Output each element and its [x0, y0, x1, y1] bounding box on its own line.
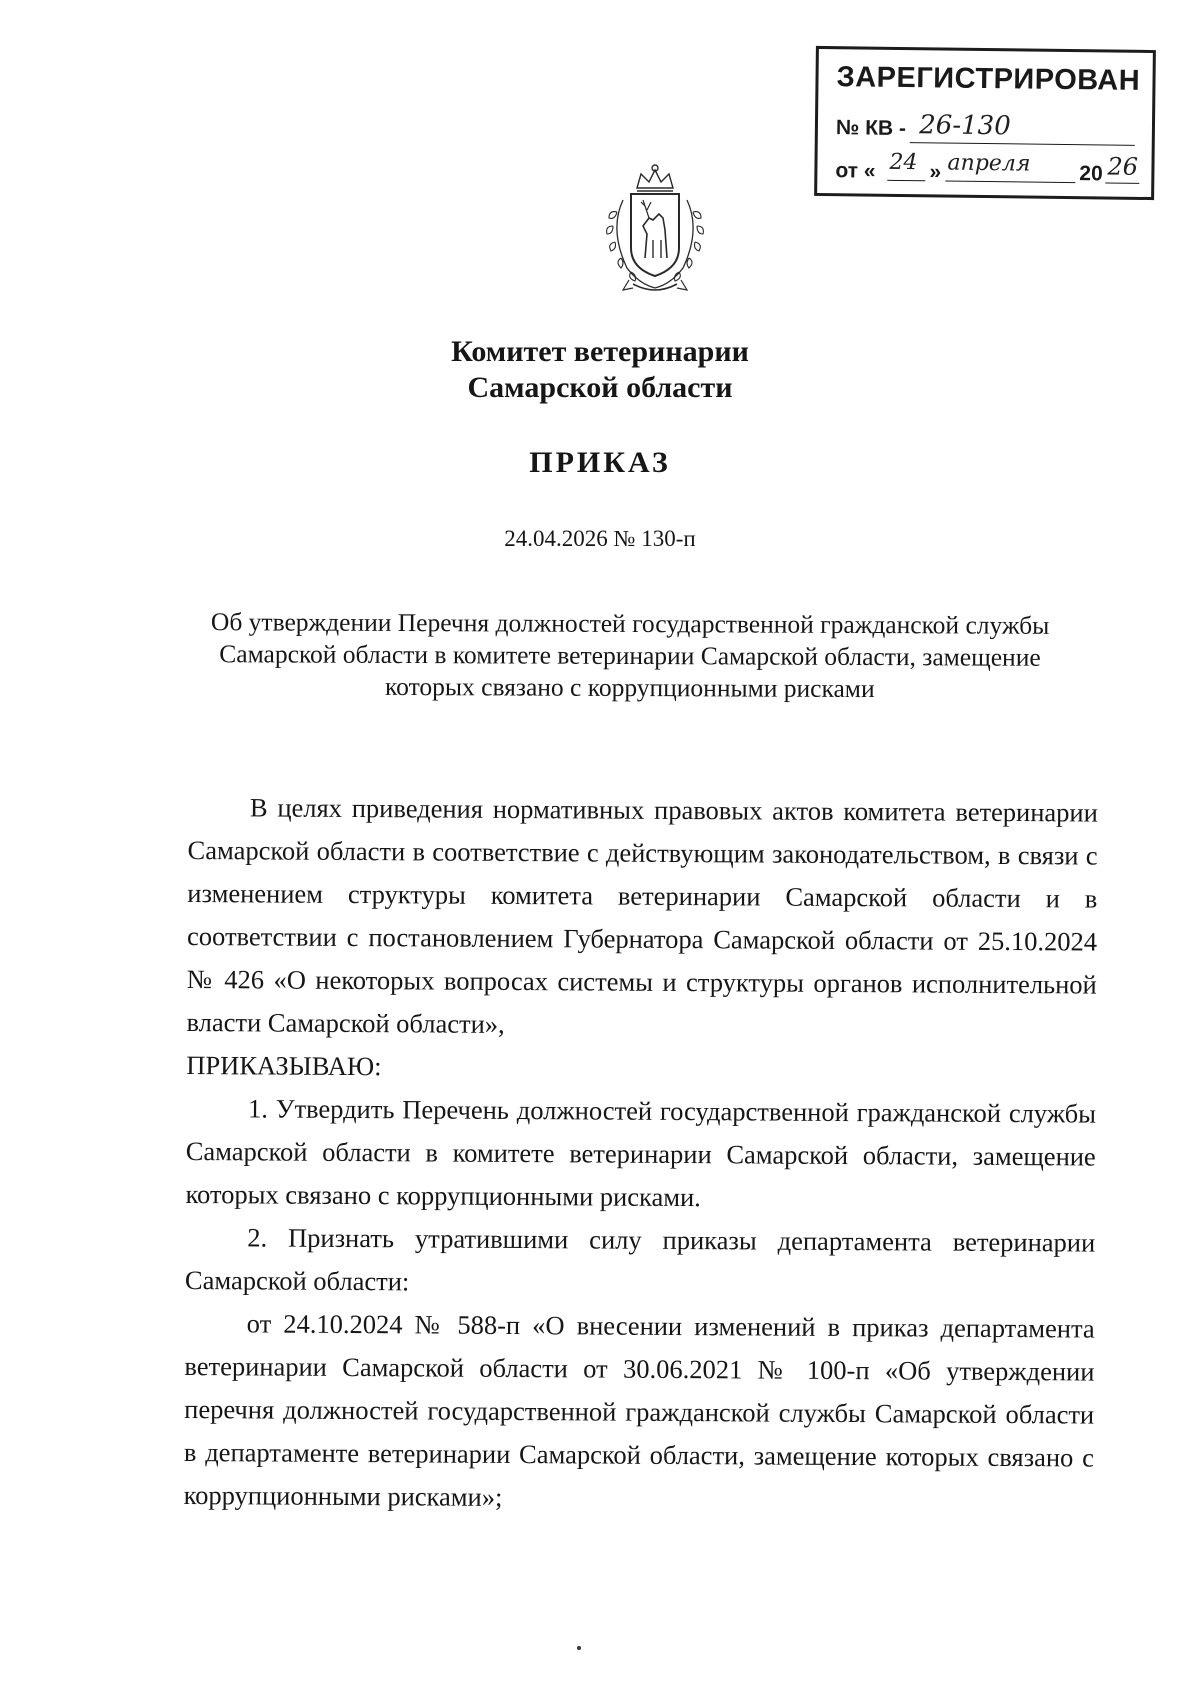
stamp-date-year-suffix: 26: [1107, 152, 1139, 181]
stamp-kb-label: № КВ -: [835, 116, 907, 141]
organization-line-2: Самарской области: [467, 371, 733, 404]
order-word: ПРИКАЗЫВАЮ:: [186, 1049, 382, 1082]
preamble-paragraph: В целях приведения нормативных правовых актов комитета ветеринарии Самарской области в соответствие с действующим законодательством, в связи с изменением структуры комитета ветеринарии Самарской области и в соответствии с постановлением Губернатора Самарской области от 25.10.2024 № 426 «О некоторых вопросах системы и структуры органов исполнительной власти Самарской области»,: [186, 792, 1098, 1039]
stamp-date-day: 24: [889, 149, 918, 176]
registration-stamp: [814, 46, 1156, 200]
stamp-date-month: апреля: [947, 150, 1031, 177]
subject-line-1: Об утверждении Перечня должностей государственной гражданской службы: [210, 607, 1050, 640]
stamp-date-year-prefix: 20: [1079, 162, 1103, 186]
document-subject: [160, 606, 1100, 706]
item-2-paragraph: 2. Признать утратившими силу приказы департамента ветеринарии Самарской области:: [184, 1222, 1096, 1297]
stamp-day-underline: [887, 180, 925, 181]
stamp-month-underline: [945, 181, 1075, 184]
document-date-number: 24.04.2026 № 130-п: [504, 526, 696, 551]
subject-line-2: Самарской области в комитете ветеринарии Самарской области, замещение: [219, 639, 1041, 672]
stamp-date-mid: »: [929, 160, 942, 184]
document-type: ПРИКАЗ: [529, 446, 671, 479]
document-body: [184, 786, 1098, 1523]
organization-line-1: Комитет ветеринарии: [451, 335, 749, 368]
stamp-kb-number: 26-130: [919, 110, 1011, 142]
item-1-paragraph: 1. Утвердить Перечень должностей государственной гражданской службы Самарской области в комитете ветеринарии Самарской области, замещение которых связано с коррупционными рисками.: [185, 1093, 1097, 1213]
stamp-kb-underline: [910, 142, 1135, 146]
stamp-title: ЗАРЕГИСТРИРОВАН: [836, 61, 1141, 97]
organization-name: [300, 334, 900, 406]
stamp-year-underline: [1105, 182, 1139, 183]
page-mark: [577, 1646, 581, 1650]
subject-line-3: которых связано с коррупционными рисками: [385, 671, 875, 704]
samara-coat-of-arms-icon: [583, 160, 727, 300]
item-2-sub-1-paragraph: от 24.10.2024 № 588-п «О внесении изменений в приказ департамента ветеринарии Самарской области от 30.06.2021 № 100-п «Об утверждении перечня должностей государственной гражданской службы Самарской области в департаменте ветеринарии Самарской области, замещение которых связано с коррупционными рисками»;: [183, 1308, 1095, 1512]
stamp-date-prefix: от «: [835, 159, 876, 183]
